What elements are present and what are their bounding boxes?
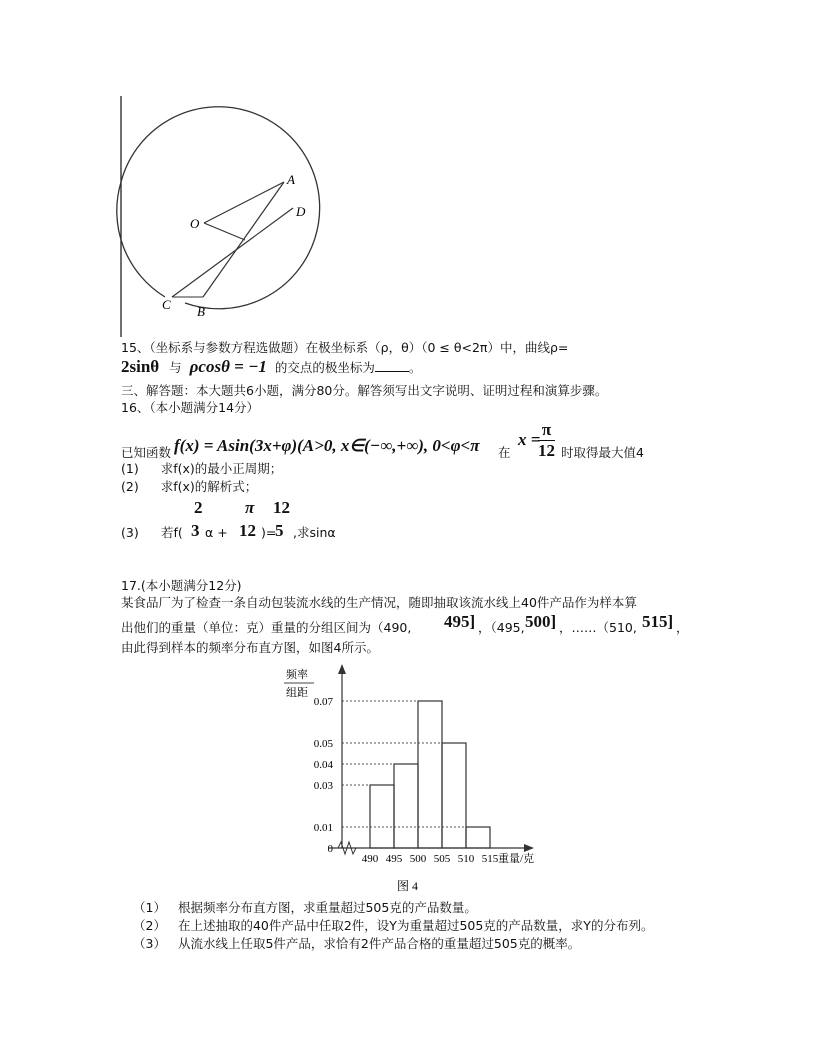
q16-part2-number: (2) (121, 479, 139, 494)
q17-part2-number: （2） (133, 918, 166, 933)
q15-answer-blank (375, 360, 409, 372)
bar-490-495 (370, 785, 394, 848)
histogram-title: 图 4 (397, 879, 419, 893)
bar-495-500 (394, 764, 418, 848)
q16-part1-text: 求f(x)的最小正周期； (160, 461, 283, 476)
x-tick-label-510: 510 (457, 853, 475, 865)
histogram-x-arrow (524, 844, 534, 852)
q16-at: 在 (498, 445, 511, 460)
y-tick-label-2: 0.03 (313, 780, 333, 792)
histogram-bars (370, 701, 490, 848)
x-tick-label-490: 490 (361, 853, 379, 865)
x-tick-label-495: 495 (385, 853, 403, 865)
q16-x-num: π (538, 420, 555, 441)
q17-line1: 某食品厂为了检查一条自动包装流水线的生产情况，随即抽取该流水线上40件产品作为样本算 (121, 595, 637, 610)
circle-arc-left (117, 182, 165, 297)
q16-part3-lead: 若f( (161, 525, 183, 540)
x-tick-label-505: 505 (433, 853, 451, 865)
q17-interval-1: 495] (444, 612, 476, 631)
q17-interval-3: 515] (642, 612, 674, 631)
bar-505-510 (442, 743, 466, 848)
q17-line3: 由此得到样本的频率分布直方图，如图4所示。 (121, 640, 379, 655)
histogram-ylabel-top: 频率 (286, 669, 308, 681)
circle-figure (110, 92, 340, 340)
q16-part3-num3: 12 (273, 498, 290, 517)
q17-part1 (133, 900, 477, 916)
histogram-y-arrow (338, 664, 346, 674)
segment-O-mid (204, 223, 245, 240)
q17-header: 17.(本小题满分12分) (121, 578, 242, 593)
q17-part2-text: 在上述抽取的40件产品中任取2件，设Y为重量超过505克的产品数量，求Y的分布列。 (177, 918, 654, 933)
q16-part1-number: (1) (121, 461, 139, 476)
q15-tail: 的交点的极坐标为 (274, 360, 375, 375)
q17-line2-c: ，（495, (478, 620, 525, 635)
q16-function: f(x) = Asin(3x+φ)(A>0, x∈(−∞,+∞), 0<φ<π (174, 436, 480, 455)
q16-part2 (121, 479, 257, 495)
label-B: B (197, 304, 205, 319)
y-tick-label-0: 0 (327, 843, 333, 855)
label-D: D (296, 204, 306, 219)
x-tick-label-500: 500 (409, 853, 427, 865)
chord-AB (203, 182, 284, 297)
q17-part3-number: （3） (133, 936, 166, 951)
q15-mid: 与 (169, 360, 182, 375)
q16-header: 16、（本小题满分14分） (121, 400, 260, 415)
q16-part3-eq: )= (261, 525, 277, 540)
histogram-xlabel: 重量/克 (498, 853, 535, 865)
q15-line2 (121, 357, 421, 377)
bar-500-505 (418, 701, 442, 848)
q15-expr1: 2sinθ (121, 357, 160, 376)
q15-end: 。 (408, 360, 422, 375)
q16-x-fraction (538, 420, 555, 461)
label-C: C (162, 297, 171, 312)
q17-part1-number: （1） (133, 900, 166, 915)
q17-part2 (133, 918, 653, 934)
q16-part1 (121, 461, 282, 477)
y-tick-label-1: 0.01 (313, 822, 333, 834)
q16-part3-den1: 3 (191, 521, 200, 540)
q17-part1-text: 根据频率分布直方图，求重量超过505克的产品数量。 (177, 900, 477, 915)
q15-expr2: ρcosθ = −1 (189, 357, 267, 376)
q17-line2-g: ， (676, 620, 689, 635)
q16-x-den: 12 (538, 441, 555, 460)
q16-part3-tail: ,求sinα (293, 525, 336, 540)
q16-prefix: 已知函数 (121, 445, 172, 460)
circle-arc (121, 107, 320, 309)
x-tick-label-515: 515 (481, 853, 499, 865)
q16-suffix: 时取得最大值4 (561, 445, 644, 460)
q17-line2-a: 出他们的重量（单位：克）重量的分组区间为（490, (121, 620, 412, 635)
q15-line1: 15、（坐标系与参数方程选做题）在极坐标系（ρ，θ）（0 ≤ θ<2π）中，曲线ρ= (121, 340, 569, 355)
label-A: A (287, 172, 295, 187)
q17-part3 (133, 936, 580, 952)
q16-part3-alpha: α + (205, 525, 228, 540)
q16-part3 (121, 496, 381, 544)
segment-OA (204, 182, 284, 223)
bar-510-515 (466, 827, 490, 848)
q16-part3-number: (3) (121, 525, 139, 540)
section3-heading: 三、解答题：本大题共6小题，满分80分。解答须写出文字说明、证明过程和演算步骤。 (121, 383, 608, 398)
q16-part3-den2: 12 (239, 521, 256, 540)
q16-part2-text: 求f(x)的解析式； (160, 479, 258, 494)
y-tick-label-5: 0.07 (313, 696, 333, 708)
histogram-y-ticks (314, 696, 334, 855)
q17-interval-2: 500] (525, 612, 557, 631)
histogram-ylabel-bottom: 组距 (286, 687, 308, 699)
histogram-x-ticks (362, 853, 499, 865)
q17-part3-text: 从流水线上任取5件产品，求恰有2件产品合格的重量超过505克的概率。 (177, 936, 581, 951)
q16-part3-den3: 5 (275, 521, 284, 540)
q16-part3-num2: π (245, 498, 255, 517)
y-tick-label-4: 0.05 (313, 738, 333, 750)
q16-x-eq: x = (518, 430, 541, 449)
label-O: O (190, 216, 200, 231)
q17-line2-e: ，……（510, (559, 620, 637, 635)
y-tick-label-3: 0.04 (313, 759, 333, 771)
histogram-figure (282, 662, 582, 898)
q16-part3-num1: 2 (194, 498, 203, 517)
